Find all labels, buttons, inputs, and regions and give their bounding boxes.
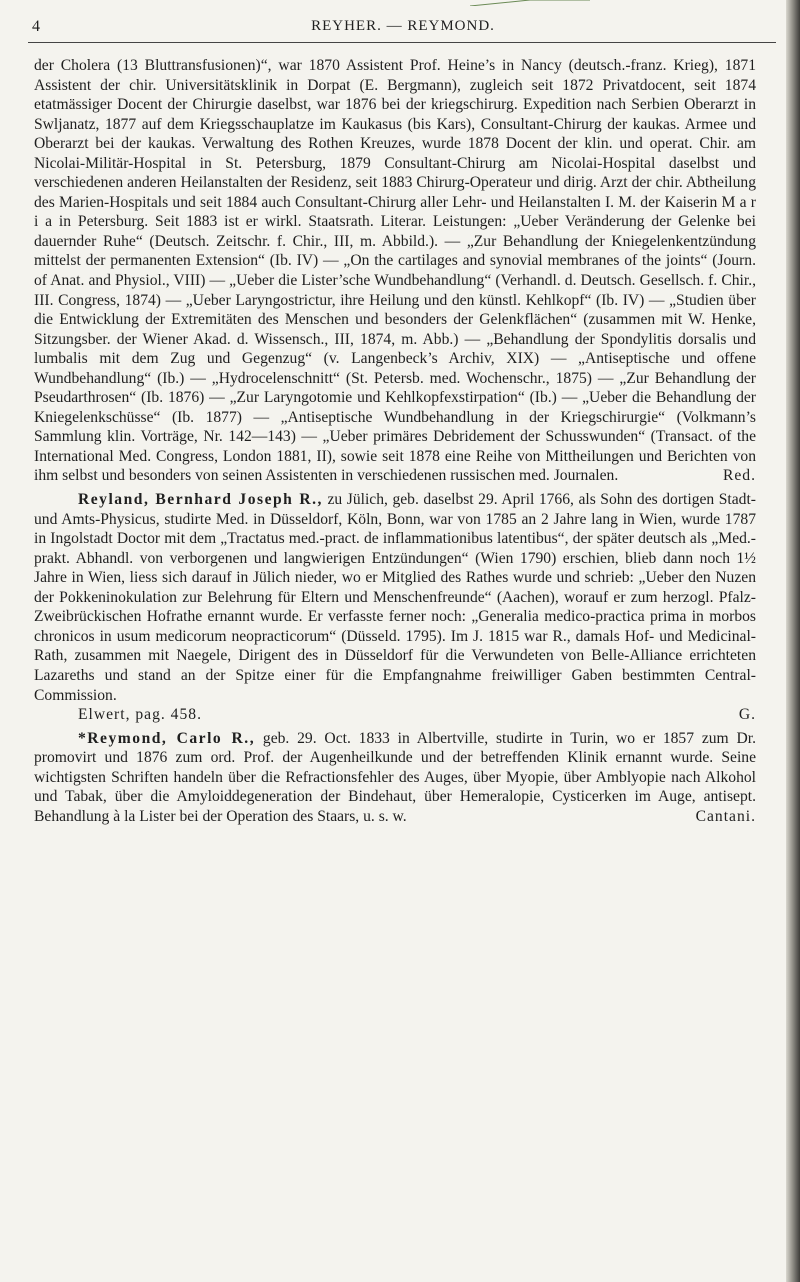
entry-body: der Cholera (13 Bluttransfusionen)“, war 1870 Assistent Prof. Heine’s in Nancy (deutsch.-franz. Krieg), 1871 Assistent der chir. Universitätsklinik in Dorpat (E. Bergmann), zugleich seit 1872 Privatdocent, seit 1874 etatmässiger Docent der Chirurgie daselbst, war 1876 bei der kriegschirurg. Expedition nach Serbien Oberarzt in Swljanatz, 1877 auf dem Kriegsschauplatze im Kaukasus (bis Kars), Consultant-Chirurg der kaukas. Armee und Oberarzt bei der kaukas. Verwaltung des Rothen Kreuzes, wurde 1878 Docent der klin. und operat. Chir. am Nicolai-Militär-Hospital in St. Petersburg, 1879 Consultant-Chirurg am Nicolai-Hospital daselbst und verschiedenen anderen Heilanstalten der Residenz, seit 1883 Chirurg-Operateur und dirig. Arzt der chir. Abtheilung des Marien-Hospitals und seit 1884 auch Consultant-Chirurg aller Lehr- und Heilanstalten I. M. der Kaiserin M a r i a in Petersburg. Seit 1883 ist er wirkl. Staatsrath. Literar. Leistungen: „Ueber Veränderung der Gelenke bei dauernder Ruhe“ (Deutsch. Zeitschr. f. Chir., III, m. Abbild.). — „Zur Behandlung der Kniegelenkentzündung mittelst der permanenten Extension“ (Ib. IV) — „On the cartilages and synovial membranes of the joints“ (Journ. of Anat. and Physiol., VIII) — „Ueber die Lister’sche Wundbehandlung“ (Verhandl. d. Deutsch. Gesellsch. f. Chir., III. Congress, 1874) — „Ueber Laryngostrictur, ihre Heilung und den künstl. Kehlkopf“ (Ib. IV) — „Studien über die Entwicklung der Extremitäten des Menschen und besonders der Gelenkflächen“ (zusammen mit W. Henke, Sitzungsber. der Wiener Akad. d. Wissensch., III, 1874, m. Abb.) — „Behandlung der Spondylitis dorsalis und lumbalis mit dem Zug und Gegenzug“ (v. Langenbeck’s Archiv, XIX) — „Antiseptische und offene Wundbehandlung“ (Ib.) — „Hydrocelenschnitt“ (St. Petersb. med. Wochenschr., 1875) — „Zur Behandlung der Pseudarthrosen“ (Ib. 1876) — „Zur Laryngotomie und Kehlkopfexstirpation“ (Ib.) — „Ueber die Behandlung der Kniegelenkschüsse“ (Ib. 1877) — „Antiseptische Wundbehandlung in der Kriegschirurgie“ (Volkmann’s Sammlung klin. Vorträge, Nr. 142—143) — „Ueber primäres Debridement der Schusswunden“ (Transact. of the International Med. Congress, London 1881, II), sowie seit 1878 eine Reihe von Mittheilungen und Berichten von ihm selbst und besonders von seinen Assistenten in verschiedenen russischen med. Journalen. xyxy=(34,57,756,485)
entry-signature: Cantani. xyxy=(695,807,756,825)
page-body xyxy=(34,52,756,826)
entry-name: Reyland, Bernhard Joseph R., xyxy=(78,491,323,509)
page-header xyxy=(28,16,778,40)
header-rule xyxy=(28,42,776,43)
entry-text xyxy=(34,729,756,827)
page-number: 4 xyxy=(32,18,40,35)
top-edge-mark xyxy=(470,0,590,6)
entry-text xyxy=(34,490,756,705)
entry-reyland xyxy=(34,490,756,725)
running-head: REYHER. — REYMOND. xyxy=(311,18,495,34)
entry-body: geb. 29. Oct. 1833 in Albertville, studirte in Turin, wo er 1857 zum Dr. promovirt und 1876 zum ord. Prof. der Augenheilkunde und der betreffenden Klinik ernannt wurde. Seine wichtigsten Schriften handeln über die Refractionsfehler des Auges, über Myopie, über Amblyopie nach Alkohol und Tabak, über die Amyloiddegeneration der Bindehaut, über Hemeralopie, Cysticerken im Auge, antisept. Behandlung à la Lister bei der Operation des Staars, u. s. w. xyxy=(34,729,756,825)
entry-signature: G. xyxy=(738,706,756,724)
entry-text xyxy=(34,56,756,486)
entry-name: *Reymond, Carlo R., xyxy=(78,729,256,747)
entry-reymond xyxy=(34,729,756,827)
entry-source: Elwert, pag. 458. xyxy=(78,706,202,724)
entry-source-line xyxy=(34,705,756,725)
entry-reyher-continued xyxy=(34,56,756,486)
book-spine-shadow xyxy=(786,0,800,1282)
entry-signature: Red. xyxy=(722,467,756,485)
entry-body: zu Jülich, geb. daselbst 29. April 1766, als Sohn des dortigen Stadt- und Amts-Physicus, studirte Med. in Düsseldorf, Köln, Bonn, war von 1785 an 2 Jahre lang in Wien, wurde 1787 in Ingolstadt Doctor mit dem „Tractatus med.-pract. de inflammationibus latentibus“, der später deutsch als „Med.-prakt. Abhandl. von verborgenen und langwierigen Entzündungen“ (Wien 1790) erschien, blieb dann noch 1½ Jahre in Wien, liess sich darauf in Jülich nieder, wo er Mitglied des Rathes wurde und schrieb: „Ueber den Nuzen der Pokkeninokulation zur Belehrung für Eltern und Menschenfreunde“ (Aachen), worauf er zum herzogl. Pfalz-Zweibrückischen Hofrathe ernannt wurde. Er verfasste ferner noch: „Generalia medico-practica prima in morbos chronicos in usum medicorum neopracticorum“ (Düsseld. 1795). Im J. 1815 war R., damals Hof- und Medicinal-Rath, zusammen mit Naegele, Dirigent des in Düsseldorf für die Verwundeten von Belle-Alliance errichteten Lazareths und stand an der Spitze einer für die Empfangnahme freiwilliger Gaben bestimmten Central-Commission. xyxy=(34,491,757,704)
